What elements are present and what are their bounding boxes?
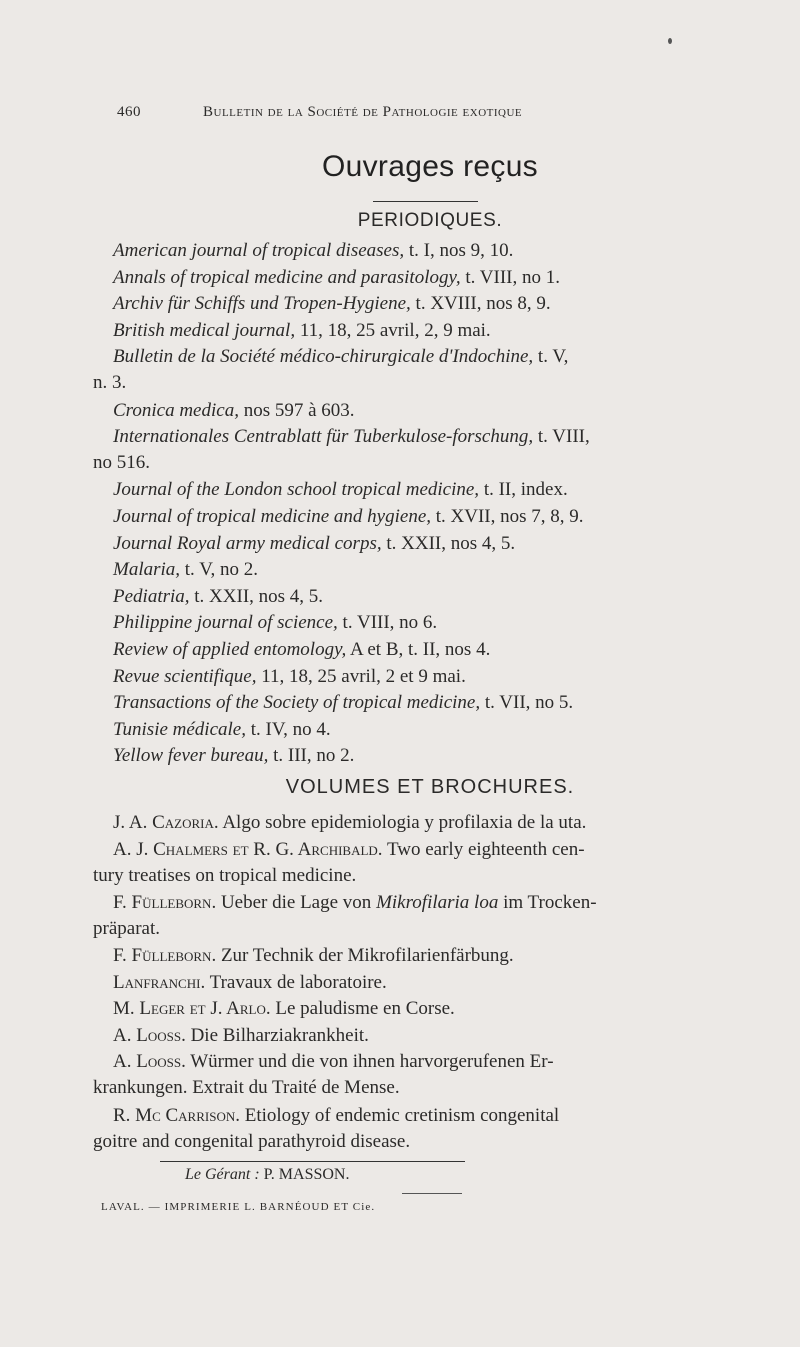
volume-entry: [113, 996, 763, 1022]
volume-author: F. Fülleborn.: [113, 945, 217, 966]
volume-continuation: goitre and congenital parathyroid disease.: [93, 1130, 411, 1152]
periodical-details: nos 597 à 603.: [243, 399, 355, 421]
periodical-details: t. XXII, nos 4, 5.: [386, 532, 516, 554]
volume-author: R. Mc Carrison.: [113, 1104, 240, 1126]
periodical-title: Philippine journal of science,: [113, 612, 338, 634]
periodical-details: t. XVIII, nos 8, 9.: [415, 293, 551, 315]
periodical-details: t. II, index.: [483, 479, 568, 501]
volume-author: M. Leger et J. Arlo.: [113, 998, 271, 1020]
periodical-entry: [113, 610, 763, 636]
volume-title-end: im Trocken-: [503, 891, 597, 913]
periodical-title: Archiv für Schiffs und Tropen-Hygiene,: [113, 293, 411, 315]
volume-entry: [113, 810, 763, 836]
periodical-details: t. IV, no 4.: [250, 718, 331, 740]
periodical-entry: [93, 344, 763, 396]
volume-title: Algo sobre epidemiologia y profilaxia de la uta.: [222, 812, 587, 833]
periodical-title: British medical journal,: [113, 319, 296, 341]
volume-author: A. Looss.: [113, 1051, 186, 1073]
periodical-continuation: n. 3.: [93, 372, 127, 394]
volume-entry: [93, 837, 763, 889]
periodical-title: Bulletin de la Société médico-chirurgicale d'Indochine,: [113, 346, 534, 368]
periodical-details: t. XVII, nos 7, 8, 9.: [435, 506, 584, 527]
periodical-title: Annals of tropical medicine and parasitology,: [113, 266, 461, 288]
volume-continuation: tury treatises on tropical medicine.: [93, 864, 357, 886]
volume-continuation: krankungen. Extrait du Traité de Mense.: [93, 1077, 400, 1099]
periodical-details: t. VIII, no 1.: [465, 266, 560, 288]
running-title: Bulletin de la Société de Pathologie exotique: [203, 104, 523, 120]
volume-author: A. Looss.: [113, 1024, 186, 1046]
periodical-title: Journal of tropical medicine and hygiene,: [113, 506, 431, 527]
periodical-entry: [113, 557, 763, 583]
volume-entry: [93, 1049, 763, 1101]
volume-title: Ueber die Lage von: [220, 891, 372, 913]
periodical-entry: [93, 424, 763, 476]
volume-author: F. Fülleborn.: [113, 891, 217, 913]
periodical-entry: [113, 477, 763, 503]
volume-title: Le paludisme en Corse.: [275, 998, 455, 1020]
footer-divider: [160, 1161, 465, 1162]
periodical-details: t. V,: [537, 346, 569, 368]
periodical-entry: [113, 664, 763, 690]
volume-author: A. J. Chalmers et R. G. Archibald.: [113, 838, 383, 860]
periodical-title: Transactions of the Society of tropical medicine,: [113, 692, 481, 714]
periodical-details: t. VIII, no 6.: [342, 612, 438, 634]
volume-title: Travaux de laboratoire.: [209, 971, 387, 993]
periodical-details: t. VIII,: [537, 426, 590, 448]
title-divider: [373, 201, 478, 202]
periodical-title: Review of applied entomology,: [113, 639, 347, 660]
periodical-title: Internationales Centrablatt für Tuberkulose-forschung,: [113, 426, 534, 448]
volume-title: Two early eighteenth cen-: [386, 838, 585, 860]
periodical-entry: [113, 531, 763, 557]
periodical-title: American journal of tropical diseases,: [113, 240, 405, 261]
imprint-divider: [402, 1193, 462, 1194]
periodical-details: t. V, no 2.: [184, 559, 258, 581]
periodical-title: Cronica medica,: [113, 399, 239, 421]
periodical-title: Revue scientifique,: [113, 665, 257, 687]
periodical-entry: [113, 504, 763, 530]
volume-entry: [113, 1023, 763, 1049]
periodical-details: t. XXII, nos 4, 5.: [194, 585, 324, 607]
volume-continuation: präparat.: [93, 917, 160, 939]
periodical-entry: [113, 743, 763, 769]
volume-author: J. A. Cazoria.: [113, 812, 219, 833]
volume-entry: [93, 890, 763, 942]
periodical-entry: [113, 717, 763, 743]
gerant-label: Le Gérant :: [185, 1166, 260, 1183]
periodical-title: Tunisie médicale,: [113, 718, 246, 740]
page-number: 460: [117, 104, 141, 120]
periodical-entry: [113, 637, 763, 663]
periodical-title: Journal of the London school tropical medicine,: [113, 479, 480, 501]
periodical-entry: [113, 265, 763, 291]
periodical-entry: [113, 690, 763, 716]
volume-title: Würmer und die von ihnen harvorgerufenen Er-: [190, 1051, 554, 1073]
periodical-entry: [113, 291, 763, 317]
periodical-entry: [113, 318, 763, 344]
periodical-title: Journal Royal army medical corps,: [113, 532, 382, 554]
periodiques-heading: PERIODIQUES.: [357, 210, 503, 231]
periodical-details: 11, 18, 25 avril, 2 et 9 mai.: [261, 665, 466, 687]
gerant-name: P. MASSON.: [263, 1166, 350, 1183]
periodical-title: Malaria,: [113, 559, 181, 581]
volume-entry: [113, 970, 763, 996]
periodical-entry: [113, 238, 763, 264]
volume-title-italic: Mikrofilaria loa: [376, 891, 499, 913]
gerant-line: [185, 1166, 349, 1184]
periodical-details: t. III, no 2.: [273, 745, 355, 767]
volume-entry: [113, 943, 763, 969]
periodical-details: 11, 18, 25 avril, 2, 9 mai.: [299, 319, 491, 341]
periodical-continuation: no 516.: [93, 452, 150, 474]
volume-author: Lanfranchi.: [113, 971, 206, 993]
periodical-details: A et B, t. II, nos 4.: [349, 639, 491, 660]
periodical-title: Pediatria,: [113, 585, 190, 607]
ink-spot: [668, 38, 672, 44]
page-title: Ouvrages reçus: [322, 150, 538, 183]
periodical-details: t. VII, no 5.: [484, 692, 574, 714]
volume-title: Etiology of endemic cretinism congenital: [244, 1104, 560, 1126]
printer-imprint: LAVAL. — IMPRIMERIE L. BARNÉOUD ET Cie.: [101, 1201, 376, 1213]
volume-entry: [93, 1103, 763, 1155]
periodical-entry: [113, 584, 763, 610]
volume-title: Die Bilharziakrankheit.: [190, 1024, 369, 1046]
volumes-heading: VOLUMES ET BROCHURES.: [285, 776, 575, 798]
periodical-title: Yellow fever bureau,: [113, 745, 269, 767]
periodical-entry: [113, 398, 763, 424]
volume-title: Zur Technik der Mikrofilarienfärbung.: [220, 945, 514, 966]
periodical-details: t. I, nos 9, 10.: [408, 240, 514, 261]
